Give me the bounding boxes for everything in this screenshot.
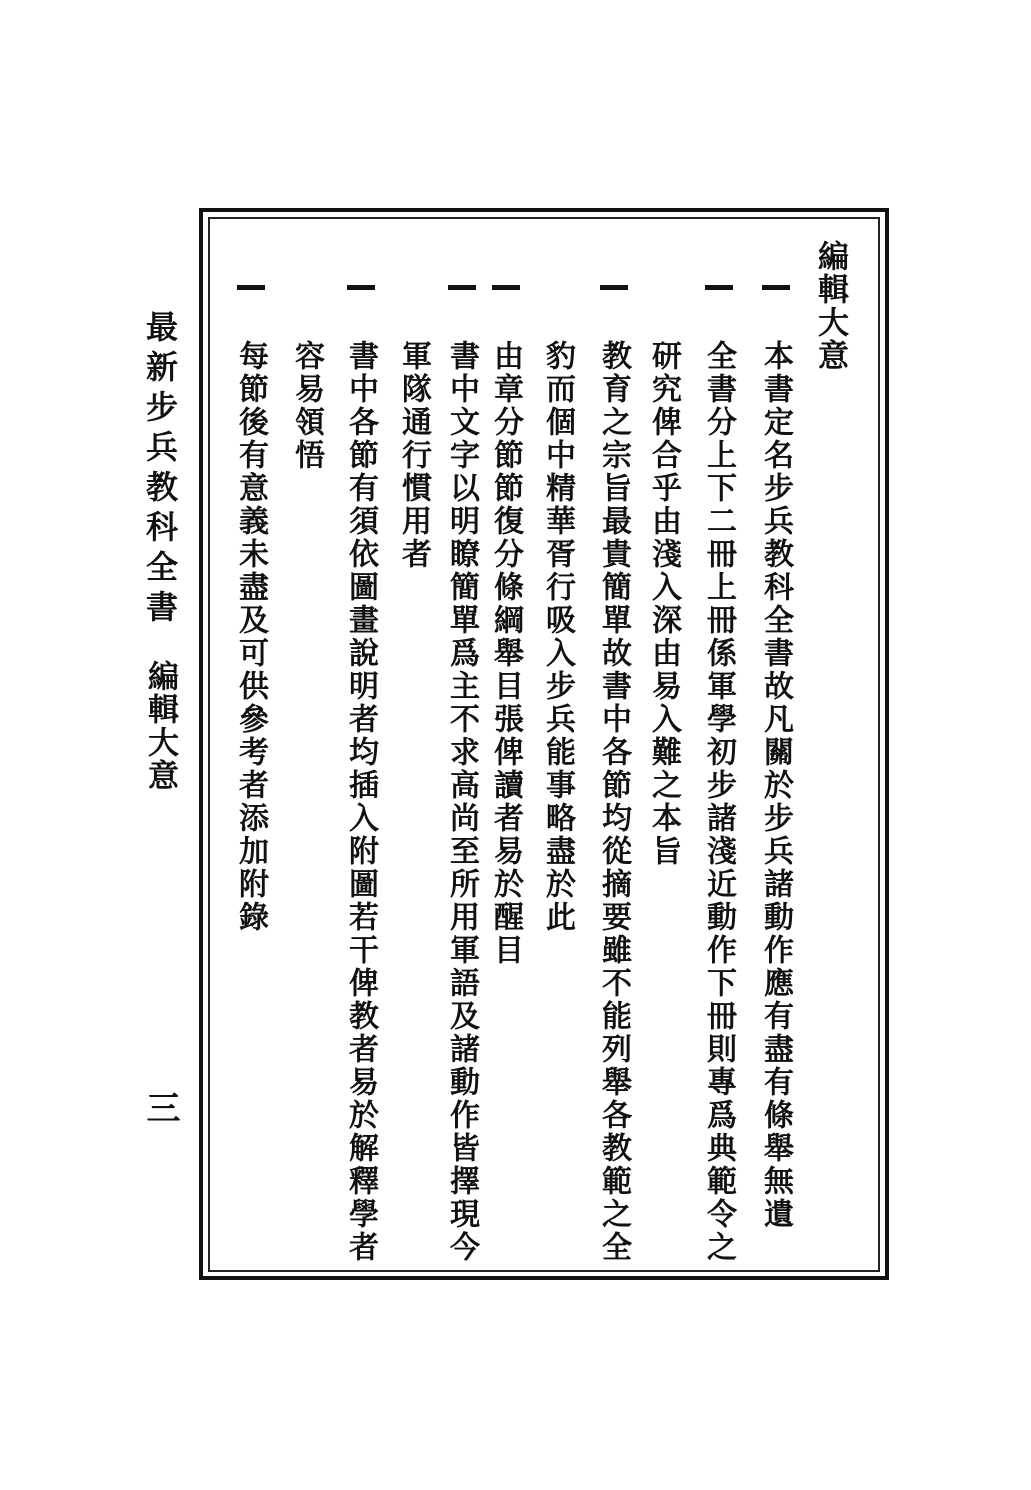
item-2-line-1: 全書分上下二冊上冊係軍學初步諸淺近動作下冊則專爲典範令之 (701, 340, 736, 1264)
item-5-line-1: 書中文字以明瞭簡單爲主不求高尚至所用軍語及諸動作皆擇現今 (444, 340, 479, 1264)
item-bullet (347, 285, 375, 290)
item-bullet (705, 285, 733, 290)
item-3-line-2: 豹而個中精華胥行吸入步兵能事略盡於此 (540, 340, 575, 934)
item-6-line-2: 容易領悟 (289, 340, 324, 472)
page-number: 三 (140, 1090, 180, 1124)
item-4-line-1: 由章分節節復分條綱舉目張俾讀者易於醒目 (488, 340, 523, 967)
item-bullet (492, 285, 520, 290)
item-5-line-2: 軍隊通行慣用者 (396, 340, 431, 571)
item-bullet (600, 285, 628, 290)
margin-section-title: 編輯大意 (142, 660, 178, 792)
item-6-line-1: 書中各節有須依圖畫說明者均插入附圖若干俾教者易於解釋學者 (343, 340, 378, 1264)
margin-book-title: 最新步兵教科全書 (141, 310, 179, 630)
item-2-line-2: 研究俾合乎由淺入深由易入難之本旨 (646, 340, 681, 868)
section-heading: 編輯大意 (812, 240, 848, 372)
item-1-line-1: 本書定名步兵教科全書故凡關於步兵諸動作應有盡有條舉無遺 (758, 340, 793, 1231)
item-bullet (762, 285, 790, 290)
item-3-line-1: 教育之宗旨最貴簡單故書中各節均從摘要雖不能列舉各教範之全 (596, 340, 631, 1264)
item-bullet (237, 285, 265, 290)
item-7-line-1: 每節後有意義未盡及可供參考者添加附錄 (233, 340, 268, 934)
item-bullet (448, 285, 476, 290)
